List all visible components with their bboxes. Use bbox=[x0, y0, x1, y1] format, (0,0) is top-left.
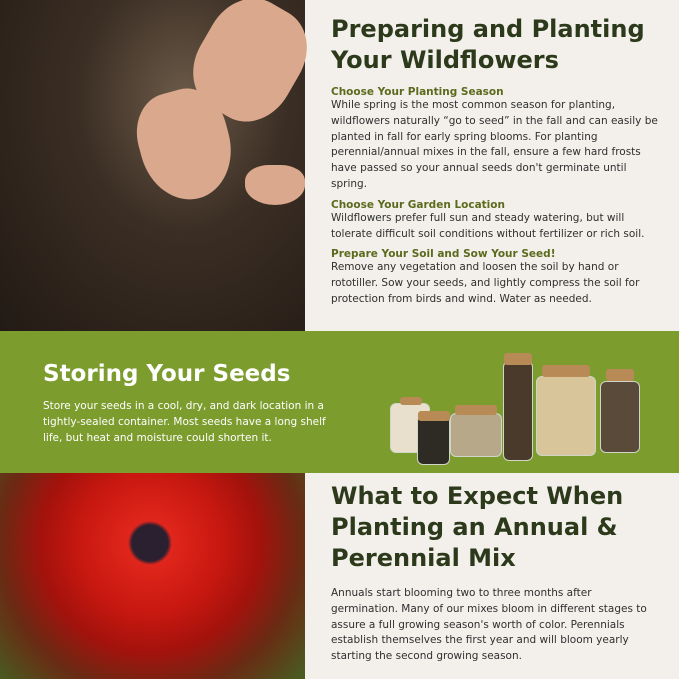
location-heading: Choose Your Garden Location bbox=[331, 198, 505, 211]
storing-title: Storing Your Seeds bbox=[43, 361, 291, 387]
storing-section bbox=[0, 331, 679, 473]
soil-body: Remove any vegetation and loosen the soil by hand or rototiller. Sow your seeds, and lightly compress the soil for protection from birds and wind. Water as needed. bbox=[331, 261, 640, 305]
location-body: Wildflowers prefer full sun and steady watering, but will tolerate difficult soil conditions without fertilizer or rich soil. bbox=[331, 211, 645, 240]
planting-section bbox=[0, 0, 679, 331]
planting-title: Preparing and Planting Your Wildflowers bbox=[331, 15, 645, 74]
red-poppy-photo bbox=[0, 473, 305, 679]
expect-title: What to Expect When Planting an Annual & Perennial Mix bbox=[331, 482, 624, 572]
storing-body: Store your seeds in a cool, dry, and dark location in a tightly-sealed container. Most seeds have a long shelf life, but heat and moisture could shorten it. bbox=[43, 400, 326, 444]
expect-section bbox=[0, 473, 679, 679]
season-body: While spring is the most common season for planting, wildflowers naturally “go to seed” in the fall and can easily be planted in fall for early spring blooms. For planting perennial/annual mixes in the fall, ensure a few hard frosts have passed so your annual seeds don't germinate until spring. bbox=[331, 99, 658, 190]
expect-body: Annuals start blooming two to three months after germination. Many of our mixes bloom in different stages to assure a full growing season's worth of color. Perennials establish themselves the first year and will bloom yearly starting the second growing season. bbox=[331, 587, 647, 663]
hand-sowing-seeds-photo bbox=[0, 0, 305, 331]
season-heading: Choose Your Planting Season bbox=[331, 86, 504, 98]
soil-heading: Prepare Your Soil and Sow Your Seed! bbox=[331, 248, 556, 261]
